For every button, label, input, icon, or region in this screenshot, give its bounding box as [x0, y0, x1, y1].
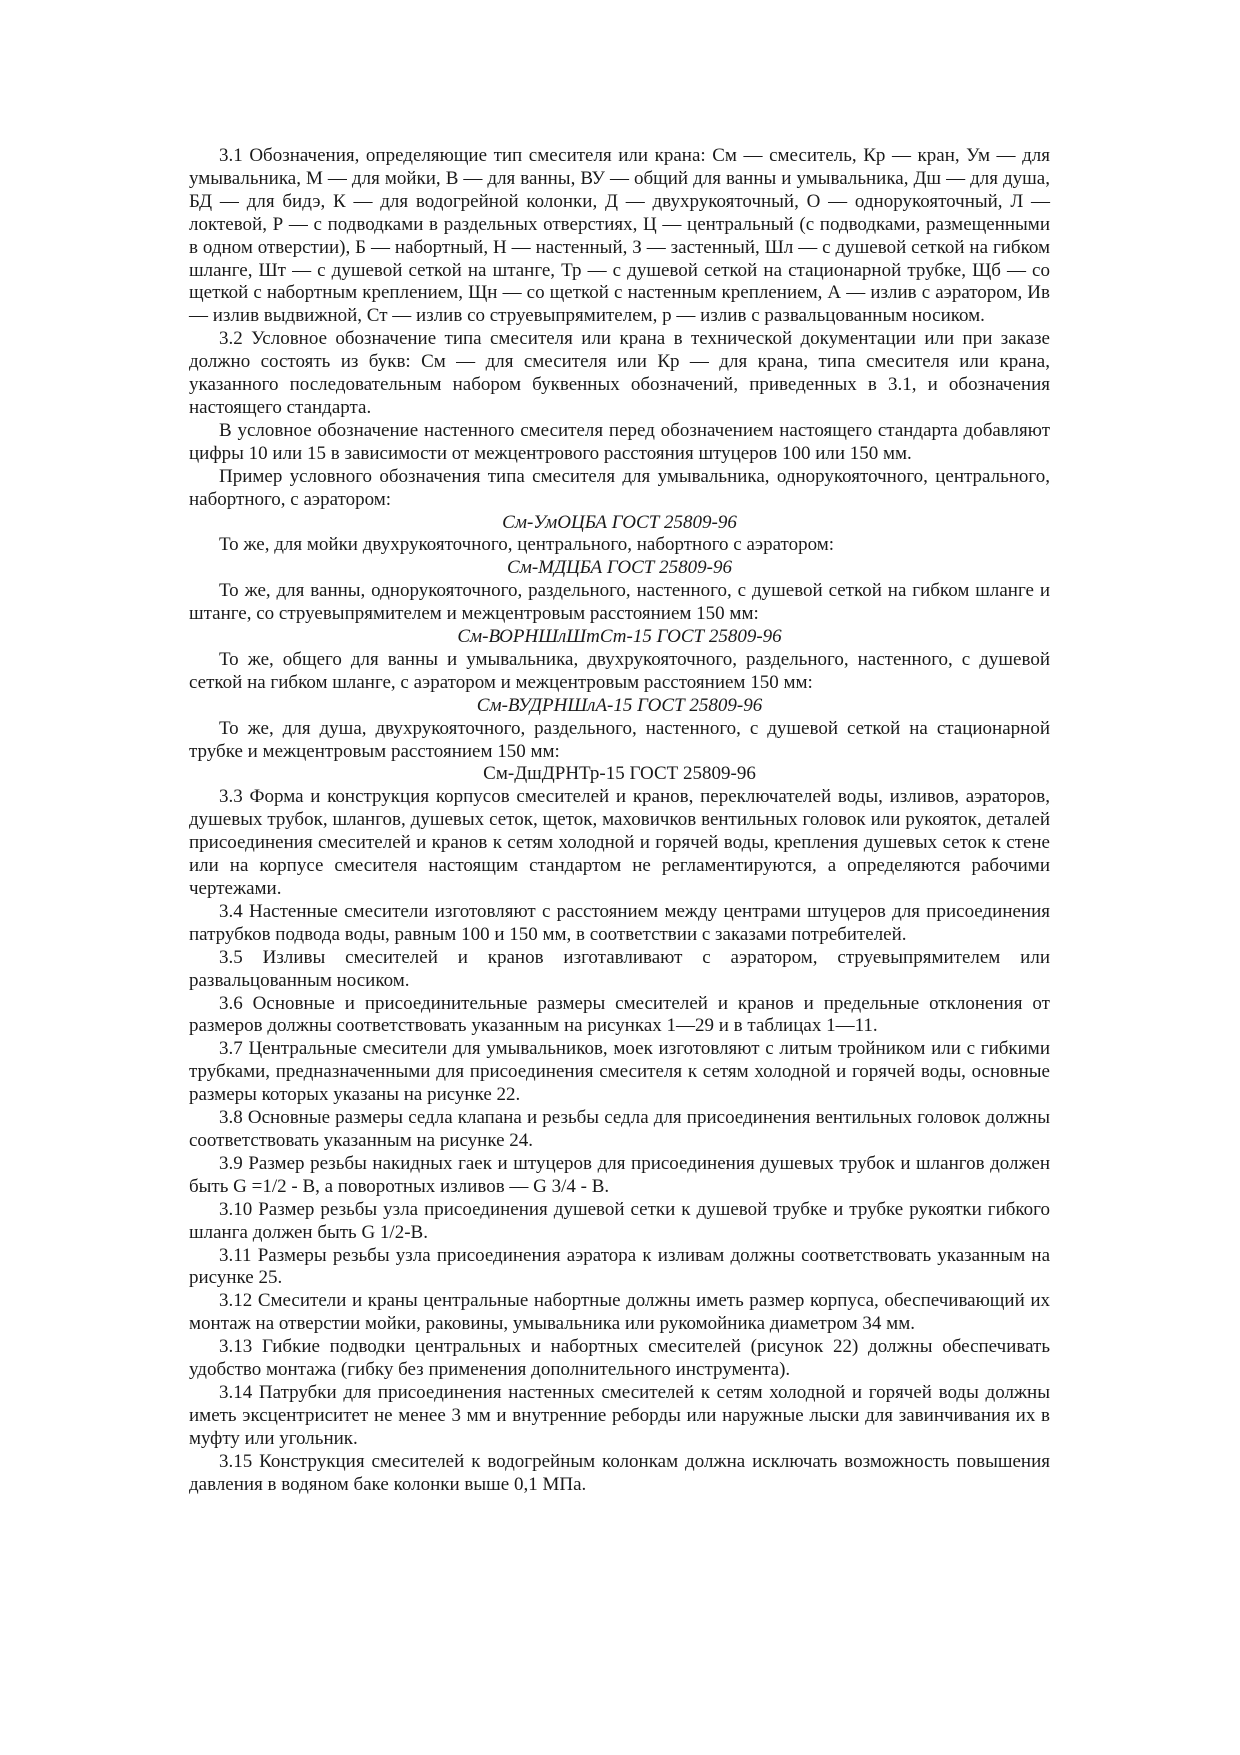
document-page — [189, 145, 1050, 1496]
section-3-8: 3.8 Основные размеры седла клапана и резьбы седла для присоединения вентильных головок должны соответствовать указанным на рисунке 24. — [189, 1107, 1050, 1151]
designation-example-1: См-УмОЦБА ГОСТ 25809-96 — [502, 511, 737, 533]
paragraph-wall-mixer: В условное обозначение настенного смесителя перед обозначением настоящего стандарта добавляют цифры 10 или 15 в зависимости от межцентрового расстояния штуцеров 100 или 150 мм. — [189, 419, 1050, 464]
designation-example-5: См-ДшДРНТр-15 ГОСТ 25809-96 — [483, 763, 756, 785]
paragraph-example-4-intro: То же, общего для ванны и умывальника, двухрукояточного, раздельного, настенного, с душевой сеткой на гибком шланге, с аэратором и межцентровым расстоянием 150 мм: — [189, 648, 1050, 693]
designation-example-2: См-МДЦБА ГОСТ 25809-96 — [507, 557, 732, 579]
section-3-10: 3.10 Размер резьбы узла присоединения душевой сетки к душевой трубке и трубке рукоятки гибкого шланга должен быть G 1/2-В. — [189, 1198, 1050, 1243]
paragraph-example-2-intro: То же, для мойки двухрукояточного, центрального, набортного с аэратором: — [219, 534, 835, 556]
designation-example-3: См-ВОРНШлШтСт-15 ГОСТ 25809-96 — [457, 626, 782, 648]
section-3-3: 3.3 Форма и конструкция корпусов смесителей и кранов, переключателей воды, изливов, аэраторов, душевых трубок, шлангов, душевых сеток, щеток, маховичков вентильных головок или рукояток, деталей присоединения смесителей и кранов к сетям холодной и горячей воды, крепления душевых сеток к стене или на корпусе смесителя настоящим стандартом не регламентируются, а определяются рабочими чертежами. — [189, 786, 1050, 899]
section-3-5: 3.5 Изливы смесителей и кранов изготавливают с аэратором, струевыпрямителем или развальцованным носиком. — [189, 946, 1050, 991]
section-3-13: 3.13 Гибкие подводки центральных и набортных смесителей (рисунок 22) должны обеспечивать удобство монтажа (гибку без применения дополнительного инструмента). — [189, 1336, 1050, 1381]
section-3-9: 3.9 Размер резьбы накидных гаек и штуцеров для присоединения душевых трубок и шлангов должен быть G =1/2 - В, а поворотных изливов — G 3/4 - В. — [189, 1152, 1050, 1197]
section-3-15: 3.15 Конструкция смесителей к водогрейным колонкам должна исключать возможность повышения давления в водяном баке колонки выше 0,1 МПа. — [189, 1450, 1050, 1495]
section-3-6: 3.6 Основные и присоединительные размеры смесителей и кранов и предельные отклонения от размеров должны соответствовать указанным на рисунках 1—29 и в таблицах 1—11. — [189, 992, 1050, 1037]
section-3-4: 3.4 Настенные смесители изготовляют с расстоянием между центрами штуцеров для присоединения патрубков подвода воды, равным 100 и 150 мм, в соответствии с заказами потребителей. — [189, 900, 1050, 945]
section-3-2: 3.2 Условное обозначение типа смесителя или крана в технической документации или при заказе должно состоять из букв: См — для смесителя или Кр — для крана, типа смесителя или крана, указанного последовательным набором буквенных обозначений, приведенных в 3.1, и обозначения настоящего стандарта. — [189, 328, 1050, 418]
paragraph-example-5-intro: То же, для душа, двухрукояточного, раздельного, настенного, с душевой сеткой на стационарной трубке и межцентровым расстоянием 150 мм: — [189, 717, 1050, 762]
designation-example-4: См-ВУДРНШлА-15 ГОСТ 25809-96 — [476, 694, 763, 716]
paragraph-example-3-intro: То же, для ванны, однорукояточного, раздельного, настенного, с душевой сеткой на гибком шланге и штанге, со струевыпрямителем и межцентровым расстоянием 150 мм: — [189, 580, 1050, 625]
section-3-12: 3.12 Смесители и краны центральные набортные должны иметь размер корпуса, обеспечивающий их монтаж на отверстии мойки, раковины, умывальника или рукомойника диаметром 34 мм. — [189, 1290, 1050, 1335]
section-3-14: 3.14 Патрубки для присоединения настенных смесителей к сетям холодной и горячей воды должны иметь эксцентриситет не менее 3 мм и внутренние реборды или наружные лыски для завинчивания их в муфту или угольник. — [189, 1381, 1050, 1449]
section-3-7: 3.7 Центральные смесители для умывальников, моек изготовляют с литым тройником или с гибкими трубками, предназначенными для присоединения смесителя к сетям холодной и горячей воды, основные размеры которых указаны на рисунке 22. — [189, 1038, 1050, 1106]
paragraph-example-intro: Пример условного обозначения типа смесителя для умывальника, однорукояточного, центрального, набортного, с аэратором: — [189, 465, 1050, 510]
section-3-1: 3.1 Обозначения, определяющие тип смесителя или крана: См — смеситель, Кр — кран, Ум — для умывальника, М — для мойки, В — для ванны, ВУ — общий для ванны и умывальника, Дш — для душа, БД — для бидэ, К — для водогрейной колонки, Д — двухрукояточный, О — однорукояточный, Л — локтевой, Р — с подводками в раздельных отверстиях, Ц — центральный (с подводками, размещенными в одном отверстии), Б — набортный, Н — настенный, З — застенный, Шл — с душевой сеткой на гибком шланге, Шт — с душевой сеткой на штанге, Тр — с душевой сеткой на стационарной трубке, Щб — со щеткой с набортным креплением, Щн — со щеткой с настенным креплением, А — излив с аэратором, Ив — излив выдвижной, Ст — излив со струевыпрямителем, р — излив с развальцованным носиком. — [189, 145, 1050, 327]
section-3-11: 3.11 Размеры резьбы узла присоединения аэратора к изливам должны соответствовать указанным на рисунке 25. — [189, 1244, 1050, 1289]
